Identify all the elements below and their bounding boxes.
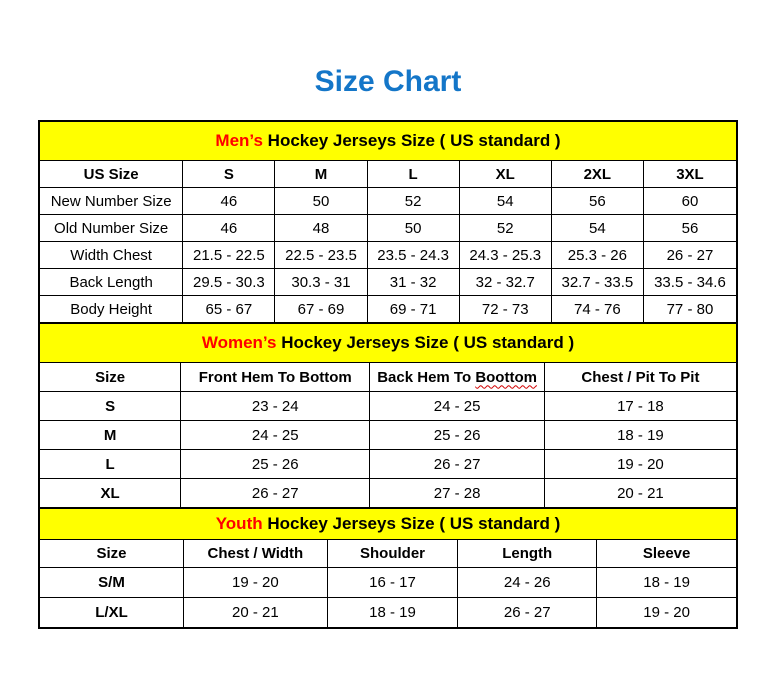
section-title-mens — [39, 121, 737, 161]
value-cell: 26 - 27 — [370, 450, 545, 479]
page-title: Size Chart — [314, 65, 462, 98]
table-row — [39, 421, 737, 450]
column-header: Chest / Pit To Pit — [544, 363, 737, 392]
value-cell: 24 - 25 — [181, 421, 370, 450]
column-header: US Size — [39, 161, 183, 188]
value-cell: 19 - 20 — [597, 598, 737, 629]
column-header: Chest / Width — [183, 540, 327, 568]
value-cell: 65 - 67 — [183, 296, 275, 324]
row-label: XL — [39, 479, 181, 509]
column-header-row — [39, 161, 737, 188]
column-header: Size — [39, 363, 181, 392]
value-cell: 21.5 - 22.5 — [183, 242, 275, 269]
value-cell: 32 - 32.7 — [459, 269, 551, 296]
value-cell: 46 — [183, 215, 275, 242]
column-header: M — [275, 161, 367, 188]
section-title-rest: Hockey Jerseys Size ( US standard ) — [276, 333, 575, 352]
table-row — [39, 215, 737, 242]
value-cell: 77 - 80 — [643, 296, 737, 324]
value-cell: 52 — [367, 188, 459, 215]
column-header: Back Hem To Boottom — [370, 363, 545, 392]
row-label: L — [39, 450, 181, 479]
column-header-row — [39, 540, 737, 568]
value-cell: 54 — [459, 188, 551, 215]
value-cell: 50 — [367, 215, 459, 242]
section-title-highlight: Men’s — [215, 131, 263, 150]
value-cell: 23.5 - 24.3 — [367, 242, 459, 269]
value-cell: 32.7 - 33.5 — [551, 269, 643, 296]
value-cell: 56 — [551, 188, 643, 215]
column-header: Sleeve — [597, 540, 737, 568]
column-header: 3XL — [643, 161, 737, 188]
table-row — [39, 598, 737, 629]
column-header: Front Hem To Bottom — [181, 363, 370, 392]
section-title-rest: Hockey Jerseys Size ( US standard ) — [262, 131, 561, 150]
value-cell: 26 - 27 — [181, 479, 370, 509]
misspelled-word: Boottom — [475, 368, 537, 386]
value-cell: 18 - 19 — [597, 568, 737, 598]
table-row — [39, 479, 737, 509]
value-cell: 16 - 17 — [327, 568, 458, 598]
row-label: L/XL — [39, 598, 183, 629]
column-header: XL — [459, 161, 551, 188]
value-cell: 24 - 26 — [458, 568, 597, 598]
table-row — [39, 450, 737, 479]
value-cell: 20 - 21 — [183, 598, 327, 629]
column-header: Shoulder — [327, 540, 458, 568]
value-cell: 24.3 - 25.3 — [459, 242, 551, 269]
section-title-highlight: Women’s — [201, 333, 277, 352]
value-cell: 20 - 21 — [544, 479, 737, 509]
column-header: S — [183, 161, 275, 188]
row-label: S/M — [39, 568, 183, 598]
table-row — [39, 188, 737, 215]
value-cell: 67 - 69 — [275, 296, 367, 324]
section-title-rest: Hockey Jerseys Size ( US standard ) — [262, 514, 561, 533]
value-cell: 23 - 24 — [181, 392, 370, 421]
value-cell: 60 — [643, 188, 737, 215]
section-title-highlight: Youth — [215, 514, 263, 533]
column-header: L — [367, 161, 459, 188]
table-row — [39, 296, 737, 324]
size-table-womens — [38, 322, 738, 509]
value-cell: 33.5 - 34.6 — [643, 269, 737, 296]
table-row — [39, 392, 737, 421]
size-tables — [38, 120, 738, 629]
table-row — [39, 269, 737, 296]
row-label: M — [39, 421, 181, 450]
column-header: Length — [458, 540, 597, 568]
section-band-row — [39, 121, 737, 161]
value-cell: 48 — [275, 215, 367, 242]
section-band-row — [39, 323, 737, 363]
row-label: Body Height — [39, 296, 183, 324]
value-cell: 19 - 20 — [544, 450, 737, 479]
value-cell: 69 - 71 — [367, 296, 459, 324]
table-row — [39, 242, 737, 269]
column-header: 2XL — [551, 161, 643, 188]
value-cell: 46 — [183, 188, 275, 215]
value-cell: 25 - 26 — [181, 450, 370, 479]
value-cell: 52 — [459, 215, 551, 242]
value-cell: 17 - 18 — [544, 392, 737, 421]
section-title-womens — [39, 323, 737, 363]
value-cell: 18 - 19 — [327, 598, 458, 629]
value-cell: 25.3 - 26 — [551, 242, 643, 269]
section-band-row — [39, 508, 737, 540]
value-cell: 18 - 19 — [544, 421, 737, 450]
value-cell: 56 — [643, 215, 737, 242]
row-label: New Number Size — [39, 188, 183, 215]
value-cell: 54 — [551, 215, 643, 242]
value-cell: 22.5 - 23.5 — [275, 242, 367, 269]
row-label: S — [39, 392, 181, 421]
value-cell: 72 - 73 — [459, 296, 551, 324]
table-row — [39, 568, 737, 598]
size-table-mens — [38, 120, 738, 324]
column-header-row — [39, 363, 737, 392]
value-cell: 31 - 32 — [367, 269, 459, 296]
value-cell: 27 - 28 — [370, 479, 545, 509]
value-cell: 19 - 20 — [183, 568, 327, 598]
value-cell: 50 — [275, 188, 367, 215]
value-cell: 74 - 76 — [551, 296, 643, 324]
row-label: Old Number Size — [39, 215, 183, 242]
value-cell: 29.5 - 30.3 — [183, 269, 275, 296]
value-cell: 26 - 27 — [643, 242, 737, 269]
row-label: Back Length — [39, 269, 183, 296]
value-cell: 24 - 25 — [370, 392, 545, 421]
value-cell: 26 - 27 — [458, 598, 597, 629]
row-label: Width Chest — [39, 242, 183, 269]
value-cell: 25 - 26 — [370, 421, 545, 450]
column-header: Size — [39, 540, 183, 568]
size-table-youth — [38, 507, 738, 629]
value-cell: 30.3 - 31 — [275, 269, 367, 296]
section-title-youth — [39, 508, 737, 540]
